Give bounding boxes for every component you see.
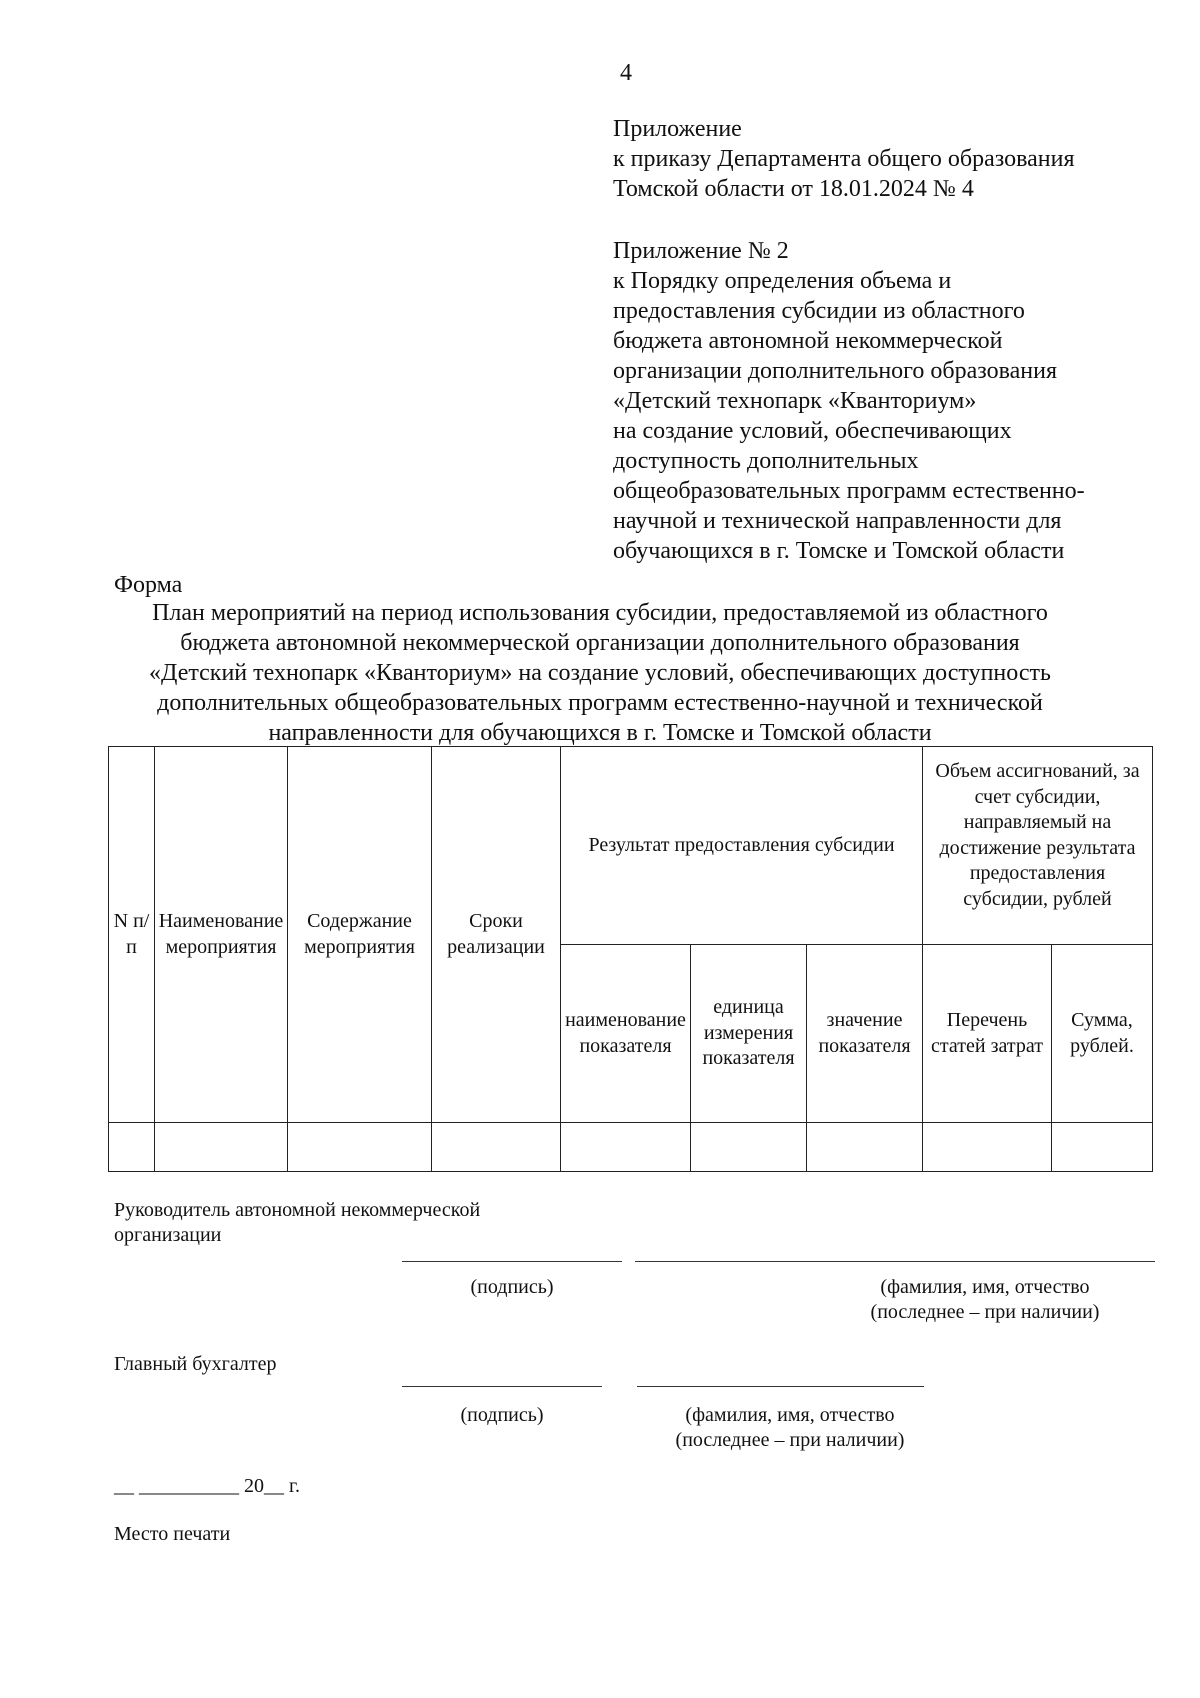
- appendix-header-line: к приказу Департамента общего образования: [613, 146, 1075, 172]
- appendix-header-line: Приложение: [613, 116, 742, 142]
- form-label: Форма: [114, 572, 183, 598]
- header-event-content: Содержание мероприятия: [288, 747, 432, 1123]
- accountant-signature-line[interactable]: [402, 1386, 602, 1387]
- header-cost-items: Перечень статей затрат: [923, 945, 1052, 1123]
- table-cell[interactable]: [561, 1123, 691, 1172]
- name-caption-line: (последнее – при наличии): [675, 1429, 905, 1451]
- table-cell[interactable]: [923, 1123, 1052, 1172]
- name-caption-line: (фамилия, имя, отчество: [685, 1404, 895, 1426]
- head-name-line[interactable]: [635, 1261, 1155, 1262]
- plan-title-line: «Детский технопарк «Кванториум» на создание условий, обеспечивающих доступность: [149, 660, 1051, 686]
- header-result-group: Результат предоставления субсидии: [561, 747, 923, 945]
- head-label-line: Руководитель автономной некоммерческой: [114, 1199, 481, 1221]
- appendix2-header-line: научной и технической направленности для: [613, 508, 1062, 534]
- table-cell[interactable]: [807, 1123, 923, 1172]
- head-label: [114, 1198, 480, 1248]
- appendix2-header-line: обучающихся в г. Томске и Томской области: [613, 538, 1065, 564]
- table-cell[interactable]: [1052, 1123, 1153, 1172]
- plan-title: [100, 598, 1100, 748]
- appendix-header-line: Томской области от 18.01.2024 № 4: [613, 176, 974, 202]
- table-cell[interactable]: [432, 1123, 561, 1172]
- header-unit: единица измерения показателя: [691, 945, 807, 1123]
- header-sum: Сумма, рублей.: [1052, 945, 1153, 1123]
- table-cell[interactable]: [109, 1123, 155, 1172]
- name-caption-line: (последнее – при наличии): [870, 1301, 1100, 1323]
- page-number: 4: [620, 60, 632, 86]
- appendix2-header-line: организации дополнительного образования: [613, 358, 1057, 384]
- plan-title-line: направленности для обучающихся в г. Томске и Томской области: [268, 720, 932, 746]
- appendix2-header-line: предоставления субсидии из областного: [613, 298, 1025, 324]
- table-cell[interactable]: [288, 1123, 432, 1172]
- accountant-name-caption: [630, 1403, 950, 1453]
- table-cell[interactable]: [691, 1123, 807, 1172]
- header-number: N п/п: [109, 747, 155, 1123]
- table-row: [109, 1123, 1153, 1172]
- header-indicator-name: наименование показателя: [561, 945, 691, 1123]
- appendix2-header-line: на создание условий, обеспечивающих: [613, 418, 1012, 444]
- appendix2-header-line: к Порядку определения объема и: [613, 268, 952, 294]
- appendix2-header: [613, 236, 1085, 566]
- table-cell[interactable]: [155, 1123, 288, 1172]
- header-deadline: Сроки реализации: [432, 747, 561, 1123]
- appendix2-header-line: общеобразовательных программ естественно-: [613, 478, 1085, 504]
- appendix2-header-line: бюджета автономной некоммерческой: [613, 328, 1003, 354]
- header-allocation-group: Объем ассигнований, за счет субсидии, направляемый на достижение результата предоставления субсидии, рублей: [923, 747, 1153, 945]
- accountant-name-line[interactable]: [637, 1386, 924, 1387]
- accountant-signature-caption: (подпись): [460, 1404, 544, 1426]
- header-event-name: Наименование мероприятия: [155, 747, 288, 1123]
- name-caption-line: (фамилия, имя, отчество: [880, 1276, 1090, 1298]
- head-signature-caption: (подпись): [470, 1276, 554, 1298]
- appendix2-header-line: доступность дополнительных: [613, 448, 919, 474]
- appendix2-header-line: Приложение № 2: [613, 238, 789, 264]
- plan-table: [108, 746, 1153, 1172]
- head-name-caption: [820, 1275, 1150, 1325]
- date-line: __ __________ 20__ г.: [114, 1475, 300, 1497]
- plan-title-line: бюджета автономной некоммерческой организации дополнительного образования: [180, 630, 1020, 656]
- appendix-header: [613, 114, 1075, 204]
- accountant-label: Главный бухгалтер: [114, 1353, 277, 1375]
- plan-title-line: дополнительных общеобразовательных программ естественно-научной и технической: [157, 690, 1043, 716]
- appendix2-header-line: «Детский технопарк «Кванториум»: [613, 388, 977, 414]
- header-value: значение показателя: [807, 945, 923, 1123]
- head-label-line: организации: [114, 1224, 222, 1246]
- plan-title-line: План мероприятий на период использования субсидии, предоставляемой из областного: [152, 600, 1048, 626]
- head-signature-line[interactable]: [402, 1261, 622, 1262]
- table-header-row: [109, 747, 1153, 945]
- stamp-place: Место печати: [114, 1523, 231, 1545]
